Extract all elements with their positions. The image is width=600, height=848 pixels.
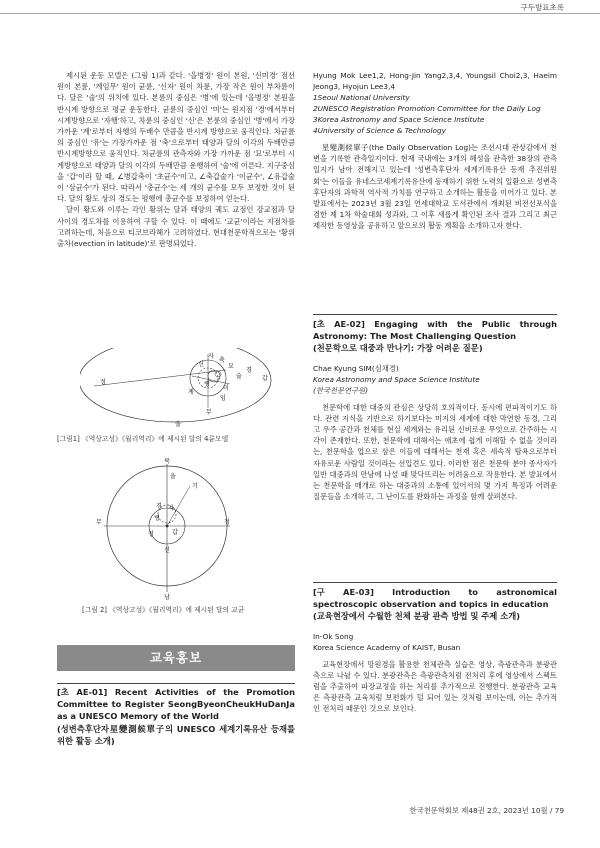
fig1-label: 계: [188, 389, 194, 396]
fig1-label: 무: [206, 409, 212, 416]
fig1-label: 미: [223, 385, 229, 392]
fig1-label: 묘: [228, 363, 234, 370]
figure-2-caption: [그림 2] 《역상고성》《월리역리》에 제시된 달의 교균: [82, 606, 245, 614]
fig2-label: 갑: [172, 529, 178, 536]
fig2-label: 정: [224, 519, 230, 526]
fig2-label: 을: [170, 473, 176, 480]
figure-1-moon-model: [80, 348, 280, 430]
ae01-authors: Hyung Mok Lee1,2, Hong-Jin Yang2,3,4, Youngsil Choi2,3, Haeim Jeong3, Hyojun Lee3,4: [313, 71, 557, 91]
ae03-author: In-Ok Song: [313, 631, 354, 641]
section-title-education: 교육홍보: [57, 645, 295, 671]
fig1-label: 을: [175, 421, 181, 428]
page-footer: 한국천문학회보 제48권 2호, 2023년 10월 / 79: [409, 806, 564, 815]
article-separator: [313, 314, 557, 315]
fig2-label: 무: [96, 519, 102, 526]
section-tag: 구두발표초록: [520, 3, 564, 12]
fig1-label: 경: [246, 367, 252, 374]
ae03-block: [313, 586, 557, 715]
fig1-label: 신: [198, 361, 204, 368]
figure-1-caption: [그림1] 《역상고성》《월리역리》에 제시된 달의 4륜모델: [57, 435, 229, 443]
ae02-author: Chae Kyung SIM(심채경): [313, 363, 399, 373]
left-intro-text: [57, 70, 295, 249]
ae02-affiliation: Korea Astronomy and Space Science Institute: [313, 374, 480, 384]
ae01-affiliation: 1Seoul National University: [313, 93, 410, 102]
fig2-label: 북: [164, 458, 170, 465]
ae02-block: [313, 318, 557, 502]
ae03-title-en: [구 AE-03] Introduction to astronomical spectroscopic observation and topics in education: [313, 587, 557, 610]
article-separator: [313, 582, 557, 583]
fig2-label: 경: [156, 503, 162, 510]
fig1-label: 자: [208, 353, 214, 360]
ae01-abstract: 星變測候單子(the Daily Observation Log)는 조선시대 관상감에서 천변을 기록한 관측일지이다. 현재 국내에는 3개의 혜성을 관측한 38장의 관측일지가 남아 전해지고 있는데 '성변측후단자 세계기록유산 등재 추진위원회'는 이들을 유네스코세계기록유산에 등재하기 위한 노력의 일환으로 성변측후단자의 과학적 역사적 가치를 연구하고 소개하는 활동을 이어가고 있다. 본 발표에서는 2023년 3월 23일 연세대학교 도서관에서 개최된 비전선포식을 겸한 제 1차 학술대회 성과와, 그 이후 새롭게 확인된 조사 결과 그리고 최근 제작한 동영상을 공유하고 앞으로의 활동 계획을 소개하고자 한다.: [313, 143, 557, 231]
fig2-label: 병: [154, 515, 160, 522]
fig1-label: 술: [236, 373, 242, 380]
paragraph: 달이 황도와 이루는 각인 황위는 달과 태양의 궤도 교점인 강교점과 달 사이의 경도차를 이용하여 구할 수 있다. 이 때에도 '교균'이라는 지점차를 고려하는데, 처음으로 티코브라헤가 고려하였다. 현대천문학적으로는 '황위출차(evection in latitude)'로 판명되었다.: [57, 205, 295, 249]
fig1-label: 임: [220, 395, 226, 402]
ae01-affiliation: 2UNESCO Registration Promotion Committee for the Daily Log: [313, 104, 541, 113]
fig1-label: 축: [219, 357, 225, 364]
fig2-label: 신: [164, 547, 170, 554]
fig1-label: 병: [204, 381, 210, 388]
fig2-label: 자: [168, 505, 174, 512]
ae01-title-block: [57, 686, 295, 747]
figure-2-lunar-correction: [92, 458, 242, 600]
fig2-label: 남: [164, 594, 170, 600]
ae01-affiliation: 3Korea Astronomy and Space Science Institute: [313, 115, 485, 124]
ae02-abstract: 천문학에 대한 대중의 관심은 상당히 호의적이다. 동시에 편파적이기도 하다. 관련 지식을 기반으로 하기보다는 미지의 세계에 대한 막연한 동경, 그리고 우주 공간과 천체를 현실 세계와는 유리된 신비로운 무엇으로 간주하는 시각이 존재한다. 또한, 천문학에 대해서는 애초에 쉽게 이해할 수 없을 것이라는, 천문학을 업으로 삼은 이들에 대해서는 천재 혹은 세속적 탐욕으로부터 자유로운 사람일 것이라는 선입견도 있다. 이러한 점은 천문학 분야 종사자가 일반 대중과의 만남에 나설 때 맞닥뜨리는 어려움으로 작용한다. 본 발표에서는 천문학을 매개로 하는 대중과의 소통에 있어서의 몇 가지 특징과 어려운 질문들을 소개하고, 그 난이도를 완화하는 과정을 함께 살펴본다.: [313, 402, 557, 502]
article-separator: [57, 683, 295, 684]
paragraph: 제시된 운동 모델은 (그림 1)과 같다. '을병정' 원이 본원, '신미경' 점선 원이 본륜, '계임무' 원이 균륜, '신자' 원이 차륜, 가장 작은 원이 부차륜이다. 달은 '술'의 위치에 있다. 본륜의 중심은 '병'에 있는데 '을병정' 본원을 반시계 방향으로 평균 운동한다. 균륜의 중심인 '미'는 원지점 '경'에서부터 시계방향으로 '자행'하고, 차륜의 중심인 '신'은 본륜의 중심인 '병'에서 가장 가까운 '계'로부터 자행의 두배수 만큼을 반시계 방향으로 움직인다. 차균륜의 중심인 '유'는 가장가까운 점 '축'으로부터 태양과 달의 이각의 두배만큼 반시계방향으로 움직인다. 차균륜의 관측자와 가장 가까운 점 '묘'로부터 시계방향으로 태양과 달의 이각의 두배만큼 운행하여 '술'에 이른다. 지구중심을 '갑'이라 할 때, ∠병갑축이 '초균수'이고, ∠축갑술가 '이균수', ∠유갑술이 '삼균수'가 된다. 따라서 '총균수'는 세 개의 균수를 모두 보정한 것이 된다. 달의 황도 상의 경도는 평행에 총균수를 보정하여 얻는다.: [57, 71, 295, 204]
ae02-title-en: [초 AE-02] Engaging with the Public through Astronomy: The Most Challenging Question: [313, 319, 557, 342]
ae01-author-block: [313, 70, 557, 232]
ae02-title-ko: (천문학으로 대중과 만나기: 가장 어려운 질문): [313, 343, 483, 354]
ae03-affiliation: Korea Science Academy of KAIST, Busan: [313, 642, 461, 652]
ae03-title-ko: (교육현장에서 수월한 천체 분광 관측 방법 및 주제 소개): [313, 611, 521, 622]
ae01-title-en: [초 AE-01] Recent Activities of the Promotion Committee to Register SeongByeonCheukHuDanJa as a UNESCO Memory of the World: [57, 687, 295, 722]
ae01-title-ko: (성변측후단자星變測候單子의 UNESCO 세계기록유산 등재를 위한 활동 소개): [57, 723, 295, 746]
fig2-label: 기: [192, 483, 198, 490]
fig1-label: 갑: [262, 375, 268, 382]
fig1-label: 정: [100, 379, 106, 386]
ae02-affiliation-ko: (한국천문연구원): [313, 385, 369, 395]
header-rule: [0, 13, 600, 14]
ae03-abstract: 교육현장에서 망원경을 활용한 천체관측 실습은 영상, 측광관측과 분광관측으로 나뉠 수 있다. 분광관측은 측광관측처럼 전처리 후에 영상에서 스펙트럼을 추출하여 파장교정을 하는 처리를 추가적으로 진행한다. 분광관측 교육은 측광관측 교육처럼 보편화가 덜 되어 있는 것처럼 보이는데, 이는 추가적인 전처리 때문인 것으로 보인다.: [313, 659, 557, 714]
ae01-affiliation: 4University of Science & Technology: [313, 126, 446, 135]
fig2-label: 정: [148, 531, 154, 538]
